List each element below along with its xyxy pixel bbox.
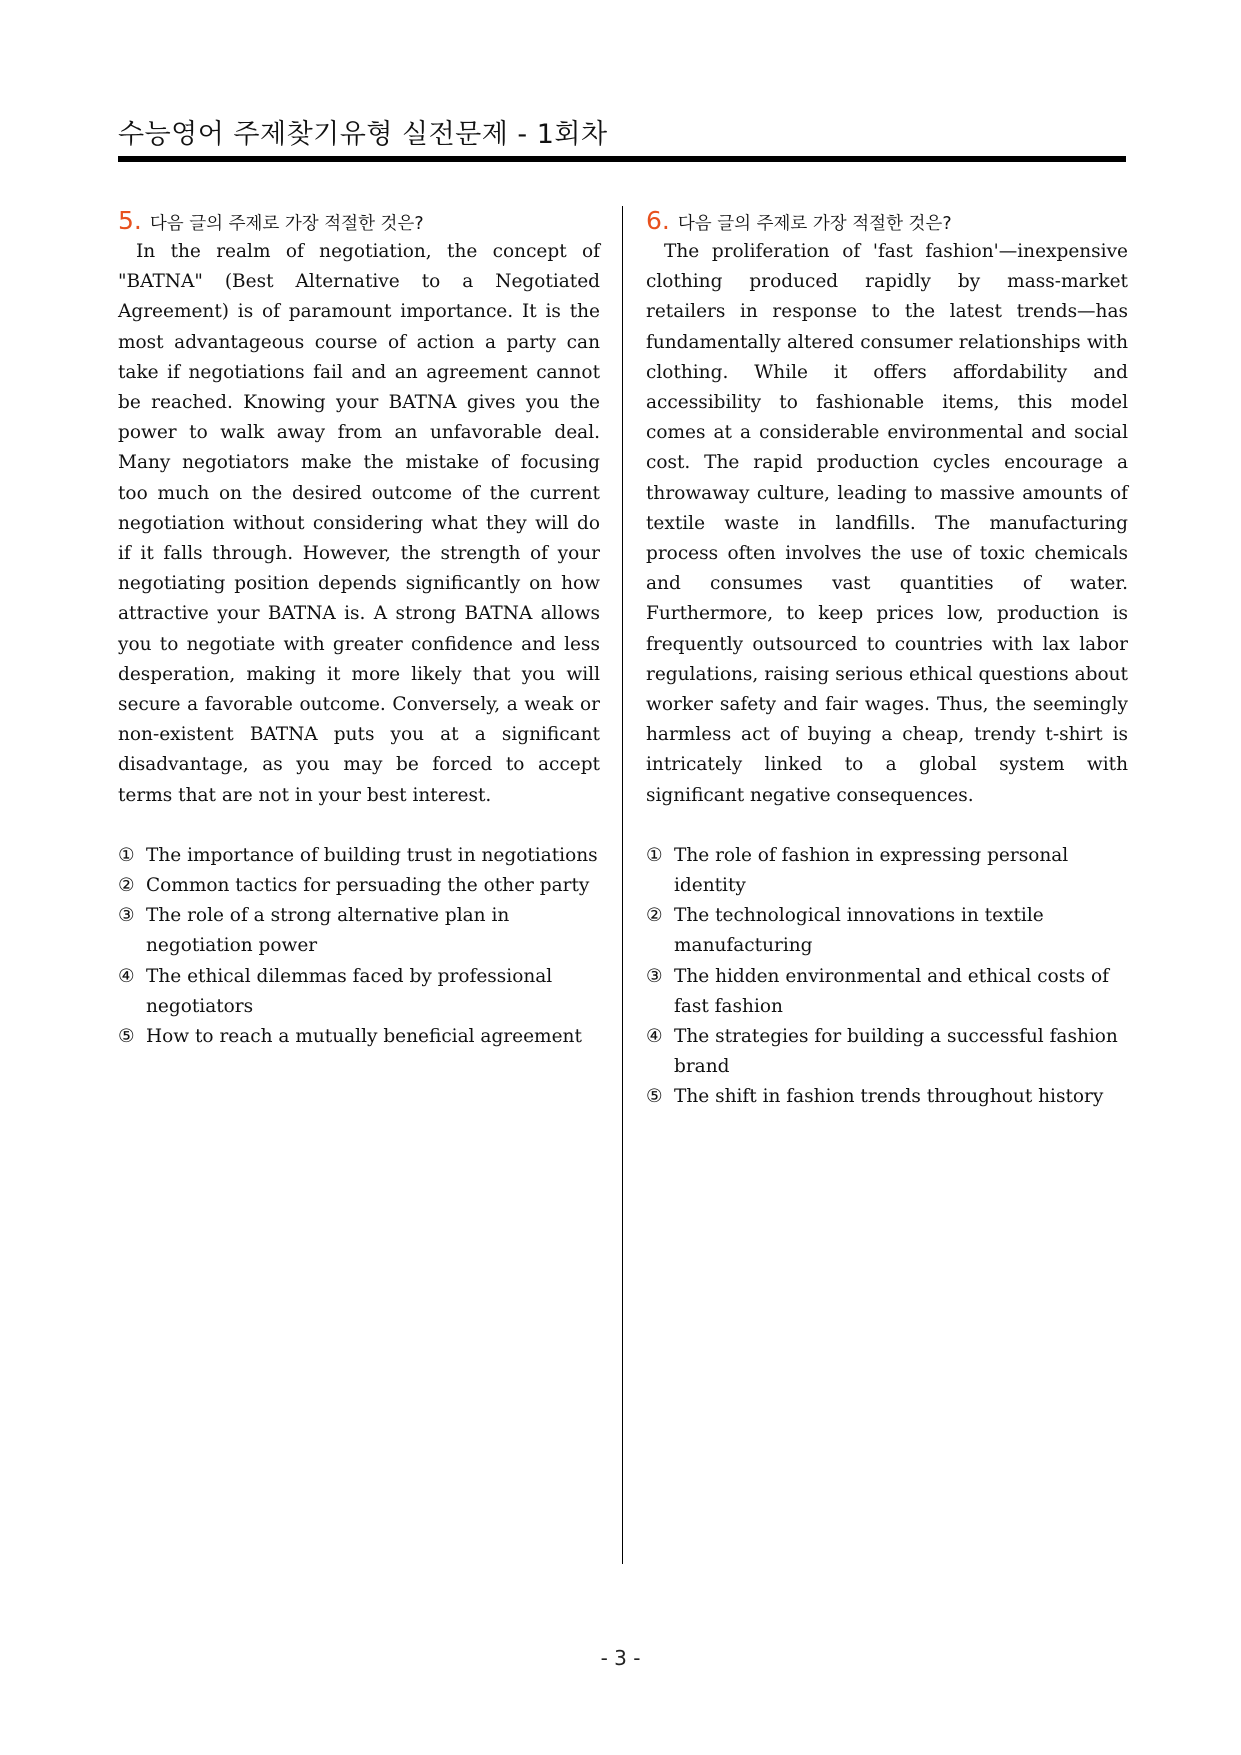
option-number: ④ (646, 1026, 663, 1048)
question-6 (646, 205, 1128, 1113)
answer-option[interactable] (118, 1022, 600, 1052)
option-text: The shift in fashion trends throughout history (674, 1086, 1104, 1108)
option-number: ② (646, 905, 663, 927)
option-text: The importance of building trust in negotiations (146, 844, 598, 866)
option-text: The hidden environmental and ethical costs of fast fashion (674, 965, 1109, 1017)
option-text: The strategies for building a successful fashion brand (674, 1026, 1118, 1078)
option-text: The role of fashion in expressing personal identity (674, 844, 1069, 897)
option-number: ⑤ (118, 1026, 135, 1048)
page-title: 수능영어 주제찾기유형 실전문제 - 1회차 (118, 119, 608, 150)
option-number: ③ (118, 905, 135, 927)
answer-option[interactable] (118, 841, 600, 871)
answer-option[interactable] (646, 962, 1128, 1022)
passage: In the realm of negotiation, the concept of "BATNA" (Best Alternative to a Negotiated Agreement) is of paramount importance. It is the most advantageous course of action a party can take if negotiations fail and an agreement cannot be reached. Knowing your BATNA gives you the power to walk away from an unfavorable deal. Many negotiators make the mistake of focusing too much on the desired outcome of the current negotiation without considering what they will do if it falls through. However, the strength of your negotiating position depends significantly on how attractive your BATNA is. A strong BATNA allows you to negotiate with greater confidence and less desperation, making it more likely that you will secure a favorable outcome. Conversely, a weak or non-existent BATNA puts you at a significant disadvantage, as you may be forced to accept terms that are not in your best interest. (118, 241, 600, 806)
option-number: ⑤ (646, 1086, 663, 1108)
question-number: 5. (118, 206, 142, 235)
option-text: Common tactics for persuading the other party (146, 875, 590, 897)
option-number: ④ (118, 965, 135, 987)
option-text: The role of a strong alternative plan in negotiation power (146, 905, 510, 957)
answer-option[interactable] (118, 871, 600, 901)
answer-options (646, 841, 1128, 1113)
answer-option[interactable] (646, 1082, 1128, 1112)
page-number: - 3 - (600, 1646, 641, 1670)
answer-option[interactable] (646, 1022, 1128, 1082)
answer-option[interactable] (118, 962, 600, 1022)
header-rule (118, 156, 1126, 162)
answer-options (118, 841, 600, 1052)
answer-option[interactable] (646, 901, 1128, 961)
option-text: The ethical dilemmas faced by professional negotiators (146, 965, 553, 1017)
answer-option[interactable] (118, 901, 600, 961)
option-number: ② (118, 875, 135, 897)
column-divider (622, 206, 623, 1564)
question-heading (118, 205, 600, 237)
passage: The proliferation of 'fast fashion'—inexpensive clothing produced rapidly by mass-market retailers in response to the latest trends—has fundamentally altered consumer relationships with clothing. While it offers affordability and accessibility to fashionable items, this model comes at a considerable environmental and social cost. The rapid production cycles encourage a throwaway culture, leading to massive amounts of textile waste in landfills. The manufacturing process often involves the use of toxic chemicals and consumes vast quantities of water. Furthermore, to keep prices low, production is frequently outsourced to countries with lax labor regulations, raising serious ethical questions about worker safety and fair wages. Thus, the seemingly harmless act of buying a cheap, trendy t-shirt is intricately linked to a global system with significant negative consequences. (646, 241, 1128, 806)
option-number: ① (646, 844, 663, 866)
option-text: The technological innovations in textile manufacturing (674, 905, 1044, 957)
question-prompt: 다음 글의 주제로 가장 적절한 것은? (677, 214, 952, 234)
option-number: ③ (646, 965, 663, 987)
question-5 (118, 205, 600, 1052)
question-prompt: 다음 글의 주제로 가장 적절한 것은? (149, 214, 424, 234)
question-heading (646, 205, 1128, 237)
answer-option[interactable] (646, 841, 1128, 901)
option-number: ① (118, 844, 135, 866)
option-text: How to reach a mutually beneficial agreement (146, 1026, 582, 1048)
question-number: 6. (646, 206, 670, 235)
